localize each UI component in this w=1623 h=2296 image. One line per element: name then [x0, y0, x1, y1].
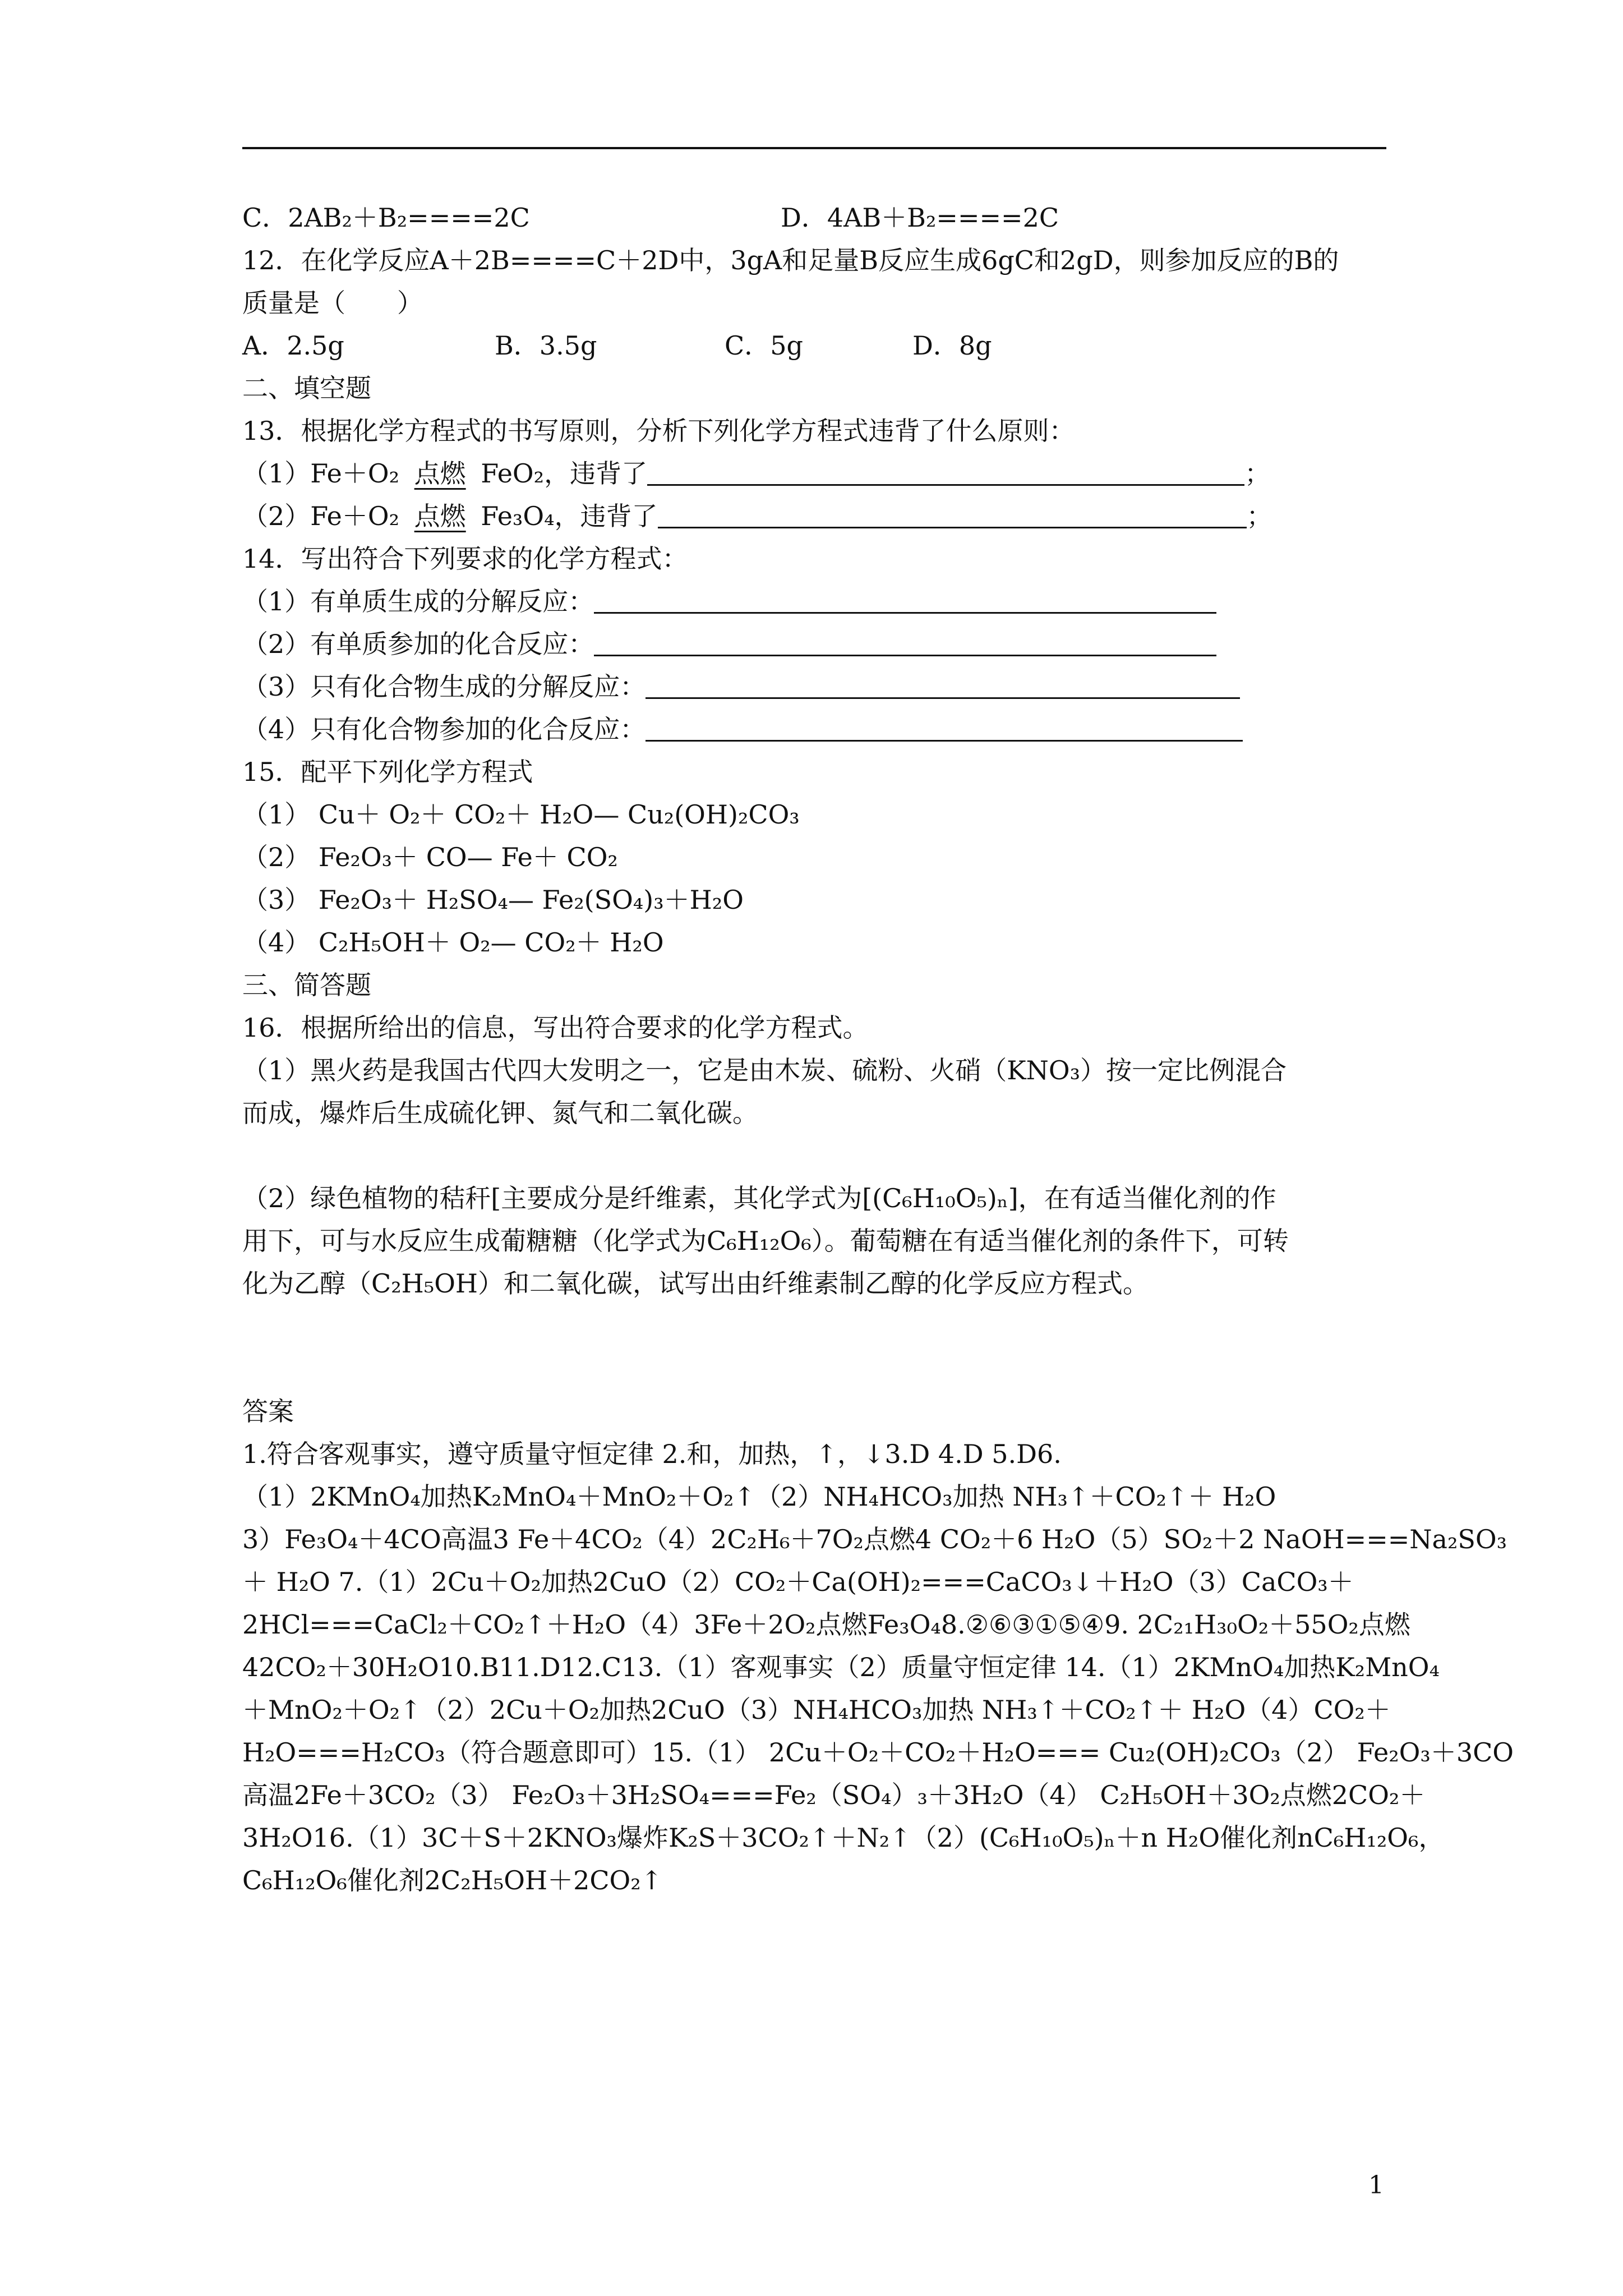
q15-item-4: （4） C₂H₅OH＋ O₂— CO₂＋ H₂O — [242, 927, 664, 958]
q16-part1-line1: （1）黑火药是我国古代四大发明之一，它是由木炭、硫粉、火硝（KNO₃）按一定比例混合 — [242, 1055, 1287, 1085]
q12-stem-line1: 12．在化学反应A＋2B====C＋2D中，3gA和足量B反应生成6gC和2gD，则参加反应的B的 — [242, 245, 1339, 275]
header-rule — [242, 147, 1386, 149]
q14-item-2-blank[interactable] — [594, 629, 1216, 656]
q14-item-3-text: （3）只有化合物生成的分解反应： — [242, 671, 646, 702]
answer-line: （1）2KMnO₄加热K₂MnO₄＋MnO₂＋O₂↑（2）NH₄HCO₃加热 NH₃↑＋CO₂↑＋ H₂O — [242, 1481, 1276, 1512]
q13-stem: 13．根据化学方程式的书写原则，分析下列化学方程式违背了什么原则： — [242, 416, 1075, 446]
q14-item-1-text: （1）有单质生成的分解反应： — [242, 586, 594, 616]
q14-item-4-text: （4）只有化合物参加的化合反应： — [242, 714, 646, 744]
q13-item-1-prefix: （1）Fe＋O₂ — [242, 458, 400, 489]
answer-line: 42CO₂＋30H₂O10.B11.D12.C13.（1）客观事实（2）质量守恒定律 14.（1）2KMnO₄加热K₂MnO₄ — [242, 1652, 1440, 1682]
q16-stem: 16．根据所给出的信息，写出符合要求的化学方程式。 — [242, 1013, 869, 1043]
q15-item-2: （2） Fe₂O₃＋ CO— Fe＋ CO₂ — [242, 842, 618, 872]
answer-line: ＋ H₂O 7.（1）2Cu＋O₂加热2CuO（2）CO₂＋Ca(OH)₂===CaCO₃↓＋H₂O（3）CaCO₃＋ — [242, 1567, 1354, 1597]
q13-item-2-product: Fe₃O₄，违背了 — [481, 501, 658, 531]
q13-item-1-blank[interactable] — [647, 458, 1244, 486]
q16-part1-line2: 而成，爆炸后生成硫化钾、氮气和二氧化碳。 — [242, 1098, 758, 1128]
q16-part2-line3: 化为乙醇（C₂H₅OH）和二氧化碳，试写出由纤维素制乙醇的化学反应方程式。 — [242, 1268, 1149, 1299]
answer-line: 3H₂O16.（1）3C＋S＋2KNO₃爆炸K₂S＋3CO₂↑＋N₂↑（2）(C₆H₁₀O₅)ₙ＋n H₂O催化剂nC₆H₁₂O₆， — [242, 1823, 1445, 1853]
q15-item-3: （3） Fe₂O₃＋ H₂SO₄— Fe₂(SO₄)₃＋H₂O — [242, 885, 744, 915]
q14-item-2-text: （2）有单质参加的化合反应： — [242, 629, 594, 659]
q13-item-2-condition: 点燃 — [414, 501, 466, 531]
section2-title: 二、填空题 — [242, 373, 371, 403]
q16-part2-line1: （2）绿色植物的秸秆[主要成分是纤维素，其化学式为[(C₆H₁₀O₅)ₙ]，在有适当催化剂的作 — [242, 1183, 1276, 1213]
q13-item-2-blank[interactable] — [658, 501, 1247, 528]
q14-item-3 — [242, 665, 1386, 708]
q15-item-1: （1） Cu＋ O₂＋ CO₂＋ H₂O— Cu₂(OH)₂CO₃ — [242, 799, 800, 830]
answer-title: 答案 — [242, 1396, 294, 1427]
q12-option-b: B．3.5g — [495, 330, 597, 361]
q14-stem: 14．写出符合下列要求的化学方程式： — [242, 544, 688, 574]
answer-line: 2HCl===CaCl₂＋CO₂↑＋H₂O（4）3Fe＋2O₂点燃Fe₃O₄8.②⑥③①⑤④9. 2C₂₁H₃₀O₂＋55O₂点燃 — [242, 1609, 1410, 1640]
q13-item-2-prefix: （2）Fe＋O₂ — [242, 501, 400, 531]
q13-item-1-end: ； — [1244, 458, 1271, 489]
answer-line: 高温2Fe＋3CO₂（3） Fe₂O₃＋3H₂SO₄===Fe₂（SO₄）₃＋3H₂O（4） C₂H₅OH＋3O₂点燃2CO₂＋ — [242, 1780, 1426, 1810]
q13-item-1-condition: 点燃 — [414, 458, 466, 489]
q11-option-c: C．2AB₂＋B₂====2C — [242, 203, 530, 233]
answer-line: 3）Fe₃O₄＋4CO高温3 Fe＋4CO₂（4）2C₂H₆＋7O₂点燃4 CO₂＋6 H₂O（5）SO₂＋2 NaOH===Na₂SO₃ — [242, 1524, 1507, 1554]
q13-item-1-product: FeO₂，违背了 — [481, 458, 648, 489]
q12-options — [242, 324, 1386, 367]
q14-item-1-blank[interactable] — [594, 586, 1216, 614]
q12-option-d: D．8g — [912, 330, 992, 361]
q12-option-c: C．5g — [725, 330, 803, 361]
q12-stem-line2: 质量是（ ） — [242, 288, 423, 318]
q11-option-d: D．4AB＋B₂====2C — [781, 203, 1059, 233]
page-number: 1 — [1368, 2171, 1384, 2200]
q14-item-2 — [242, 623, 1386, 665]
section3-title: 三、简答题 — [242, 970, 371, 1000]
answer-line: H₂O===H₂CO₃（符合题意即可）15.（1） 2Cu＋O₂＋CO₂＋H₂O=== Cu₂(OH)₂CO₃（2） Fe₂O₃＋3CO — [242, 1737, 1514, 1768]
q14-item-1 — [242, 580, 1386, 623]
document-body — [242, 196, 1514, 1902]
q16-part2-line2: 用下，可与水反应生成葡糖糖（化学式为C₆H₁₂O₆）。葡萄糖在有适当催化剂的条件下，可转 — [242, 1226, 1289, 1256]
q12-option-a: A．2.5g — [242, 330, 344, 361]
q15-stem: 15．配平下列化学方程式 — [242, 757, 533, 787]
answer-line: ＋MnO₂＋O₂↑（2）2Cu＋O₂加热2CuO（3）NH₄HCO₃加热 NH₃↑＋CO₂↑＋ H₂O（4）CO₂＋ — [242, 1695, 1391, 1725]
q13-item-1 — [242, 452, 1386, 495]
answer-line: C₆H₁₂O₆催化剂2C₂H₅OH＋2CO₂↑ — [242, 1865, 663, 1895]
q14-item-4 — [242, 708, 1386, 751]
q13-item-2-end: ； — [1246, 501, 1272, 531]
q13-item-2 — [242, 495, 1386, 537]
q11-options — [242, 196, 1386, 239]
q14-item-3-blank[interactable] — [645, 671, 1240, 699]
answer-line: 1.符合客观事实，遵守质量守恒定律 2.和，加热，↑，↓3.D 4.D 5.D6. — [242, 1439, 1062, 1469]
q14-item-4-blank[interactable] — [645, 714, 1243, 742]
